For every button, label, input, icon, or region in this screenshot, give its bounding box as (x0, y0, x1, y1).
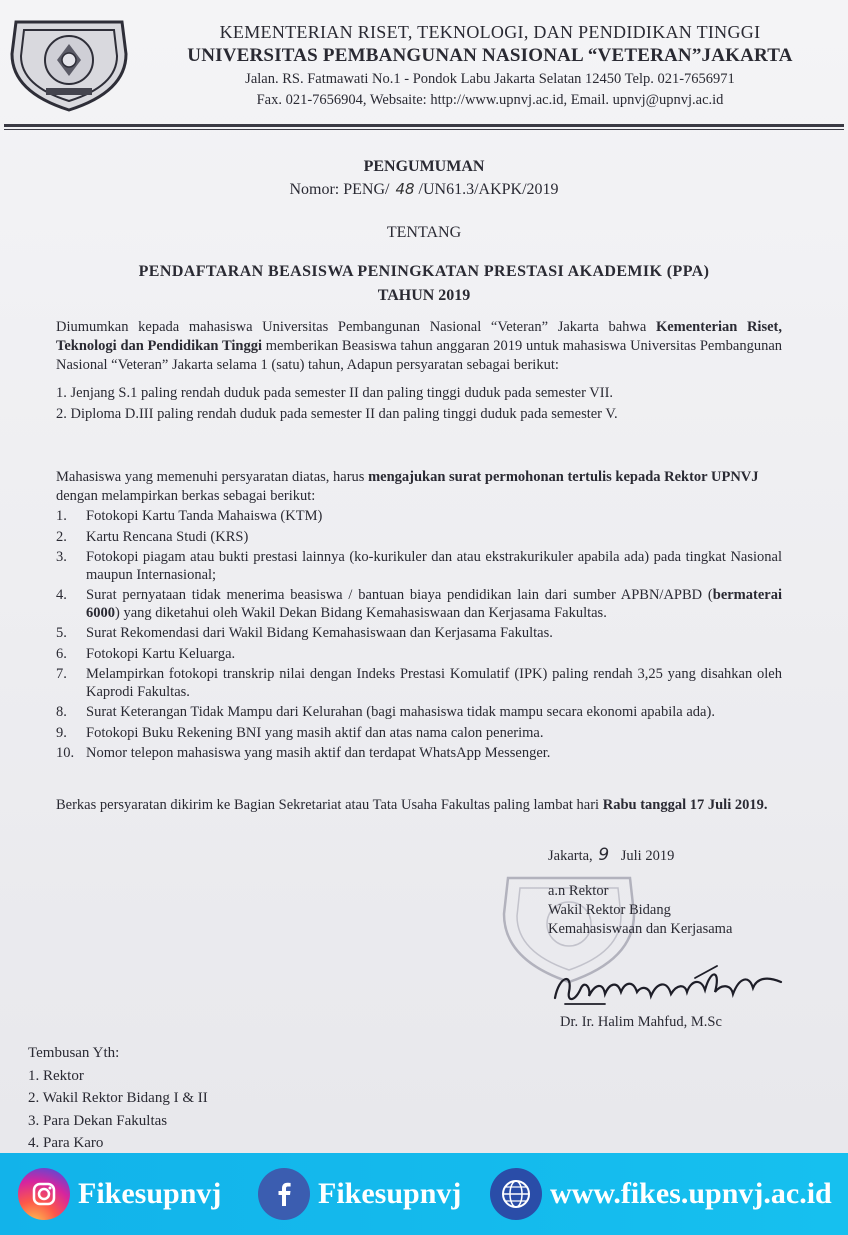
cc-item: 2. Wakil Rektor Bidang I & II (28, 1090, 208, 1106)
signature-block (500, 846, 800, 939)
cc-title: Tembusan Yth: (28, 1045, 120, 1061)
document-text: Fotokopi Kartu Tanda Mahaiswa (KTM) (86, 508, 323, 524)
signing-city: Jakarta, (548, 848, 593, 864)
signer-position-2: Kemahasiswaan dan Kerjasama (548, 921, 733, 937)
document-item (56, 587, 782, 622)
ministry-name: KEMENTERIAN RISET, TEKNOLOGI, DAN PENDIDIKAN TINGGI (219, 22, 761, 42)
document-number: 8. (56, 704, 67, 720)
facebook-icon (258, 1168, 310, 1220)
header-divider-thin (4, 129, 844, 130)
requirements-list (56, 384, 782, 426)
document-text: Nomor telepon mahasiswa yang masih aktif dan terdapat WhatsApp Messenger. (86, 745, 551, 761)
document-item (56, 625, 782, 643)
document-item (56, 529, 782, 547)
letterhead (140, 14, 840, 109)
document-number: 4. (56, 587, 67, 603)
website-link[interactable] (490, 1153, 832, 1235)
university-address: Jalan. RS. Fatmawati No.1 - Pondok Labu Jakarta Selatan 12450 Telp. 021-7656971 (245, 71, 735, 87)
document-item (56, 725, 782, 743)
document-text: Melampirkan fotokopi transkrip nilai dengan Indeks Prestasi Komulatif (IPK) paling rendah 3,25 yang disahkan oleh Kaprodi Fakultas. (86, 666, 782, 700)
subject-line-1: PENDAFTARAN BEASISWA PENINGKATAN PRESTASI AKADEMIK (PPA) (138, 263, 710, 280)
subject-line-2: TAHUN 2019 (377, 287, 471, 304)
intro-paragraph (56, 318, 782, 375)
signing-day-handwritten: 9 (598, 845, 610, 865)
document-text: Fotokopi Buku Rekening BNI yang masih aktif dan atas nama calon penerima. (86, 724, 544, 741)
document-number: 10. (56, 745, 75, 761)
documents-list (56, 508, 782, 766)
document-text: Fotokopi piagam atau bukti prestasi lainnya (ko-kurikuler dan atau ekstrakurikuler apabila ada) pada tingkat Nasional maupun Internasional; (86, 549, 782, 583)
instagram-icon (18, 1168, 70, 1220)
facebook-link[interactable] (258, 1153, 461, 1235)
document-number: 6. (56, 645, 67, 662)
document-text: Surat Rekomendasi dari Wakil Bidang Kemahasiswaan dan Kerjasama Fakultas. (86, 625, 553, 641)
closing-paragraph (56, 796, 782, 815)
cc-item: 1. Rektor (28, 1067, 84, 1084)
intro-text-2: memberikan Beasiswa tahun anggaran 2019 untuk mahasiswa Universitas Pembangunan Nasional “Veteran” Jakarta selama 1 (satu) tahun, Adapun persyaratan sebagai berikut: (56, 338, 782, 373)
requirement-item: 2. Diploma D.III paling rendah duduk pada semester II dan paling tinggi duduk pada semester V. (56, 406, 618, 422)
document-text: Kartu Rencana Studi (KRS) (86, 528, 249, 545)
document-item (56, 646, 782, 664)
number-suffix: /UN61.3/AKPK/2019 (418, 181, 559, 198)
intro-text-1: Diumumkan kepada mahasiswa Universitas Pembangunan Nasional “Veteran” Jakarta bahwa (56, 319, 656, 335)
document-text: ) yang diketahui oleh Wakil Dekan Bidang Kemahasiswaan dan Kerjasama Fakultas. (115, 604, 607, 621)
carbon-copy-list (28, 1042, 208, 1155)
university-name: UNIVERSITAS PEMBANGUNAN NASIONAL “VETERAN”JAKARTA (187, 45, 793, 66)
document-number: 3. (56, 549, 67, 565)
on-behalf: a.n Rektor (548, 883, 609, 899)
deadline-bold: Rabu tanggal 17 Juli 2019. (602, 797, 768, 813)
university-contact: Fax. 021-7656904, Websaite: http://www.upnvj.ac.id, Email. upnvj@upnvj.ac.id (256, 92, 724, 108)
cc-item: 4. Para Karo (28, 1135, 104, 1151)
handwritten-signature-icon (545, 958, 795, 1018)
application-paragraph (56, 468, 782, 506)
instagram-link[interactable] (18, 1153, 221, 1235)
globe-icon (490, 1168, 542, 1220)
announcement-number (0, 180, 848, 199)
facebook-handle: Fikesupnvj (318, 1177, 462, 1210)
document-item (56, 666, 782, 701)
document-number: 5. (56, 625, 67, 641)
about-heading: TENTANG (386, 224, 462, 241)
number-handwritten: 48 (395, 180, 415, 198)
announcement-heading: PENGUMUMAN (363, 158, 485, 175)
document-item (56, 549, 782, 584)
document-number: 9. (56, 724, 67, 741)
document-item (56, 508, 782, 526)
application-bold: mengajukan surat permohonan tertulis kepada Rektor UPNVJ (368, 469, 759, 485)
document-text: Surat Keterangan Tidak Mampu dari Kelurahan (bagi mahasiswa tidak mampu secara ekonomi apabila ada). (86, 704, 715, 720)
document-text: Fotokopi Kartu Keluarga. (86, 645, 236, 662)
intro-ministry-bold: Kementerian Riset, Teknologi dan Pendidikan Tinggi (56, 319, 782, 354)
document-number: 7. (56, 666, 67, 682)
instagram-handle: Fikesupnvj (78, 1177, 222, 1210)
document-number: 1. (56, 508, 67, 524)
requirement-item: 1. Jenjang S.1 paling rendah duduk pada semester II dan paling tinggi duduk pada semester VII. (56, 385, 614, 401)
signer-name: Dr. Ir. Halim Mahfud, M.Sc (560, 1014, 722, 1030)
document-text: Surat pernyataan tidak menerima beasiswa / bantuan biaya pendidikan lain dari sumber APBN/APBD ( (86, 587, 713, 603)
cc-item: 3. Para Dekan Fakultas (28, 1112, 168, 1129)
document-item (56, 704, 782, 722)
signing-date (500, 846, 800, 866)
signer-position-1: Wakil Rektor Bidang (548, 902, 671, 918)
header-divider-thick (4, 124, 844, 127)
application-text-2: dengan melampirkan berkas sebagai berikut: (56, 488, 316, 504)
website-url: www.fikes.upnvj.ac.id (550, 1177, 832, 1210)
social-media-bar (0, 1153, 848, 1235)
closing-text: Berkas persyaratan dikirim ke Bagian Sekretariat atau Tata Usaha Fakultas paling lambat hari (56, 797, 603, 813)
university-logo-icon (6, 14, 132, 114)
document-text-bold: bermaterai 6000 (86, 587, 782, 621)
document-item (56, 745, 782, 763)
document-number: 2. (56, 528, 67, 545)
application-text-1: Mahasiswa yang memenuhi persyaratan diatas, harus (56, 469, 369, 485)
number-prefix: Nomor: PENG/ (289, 181, 390, 198)
signing-month-year: Juli 2019 (620, 848, 675, 864)
